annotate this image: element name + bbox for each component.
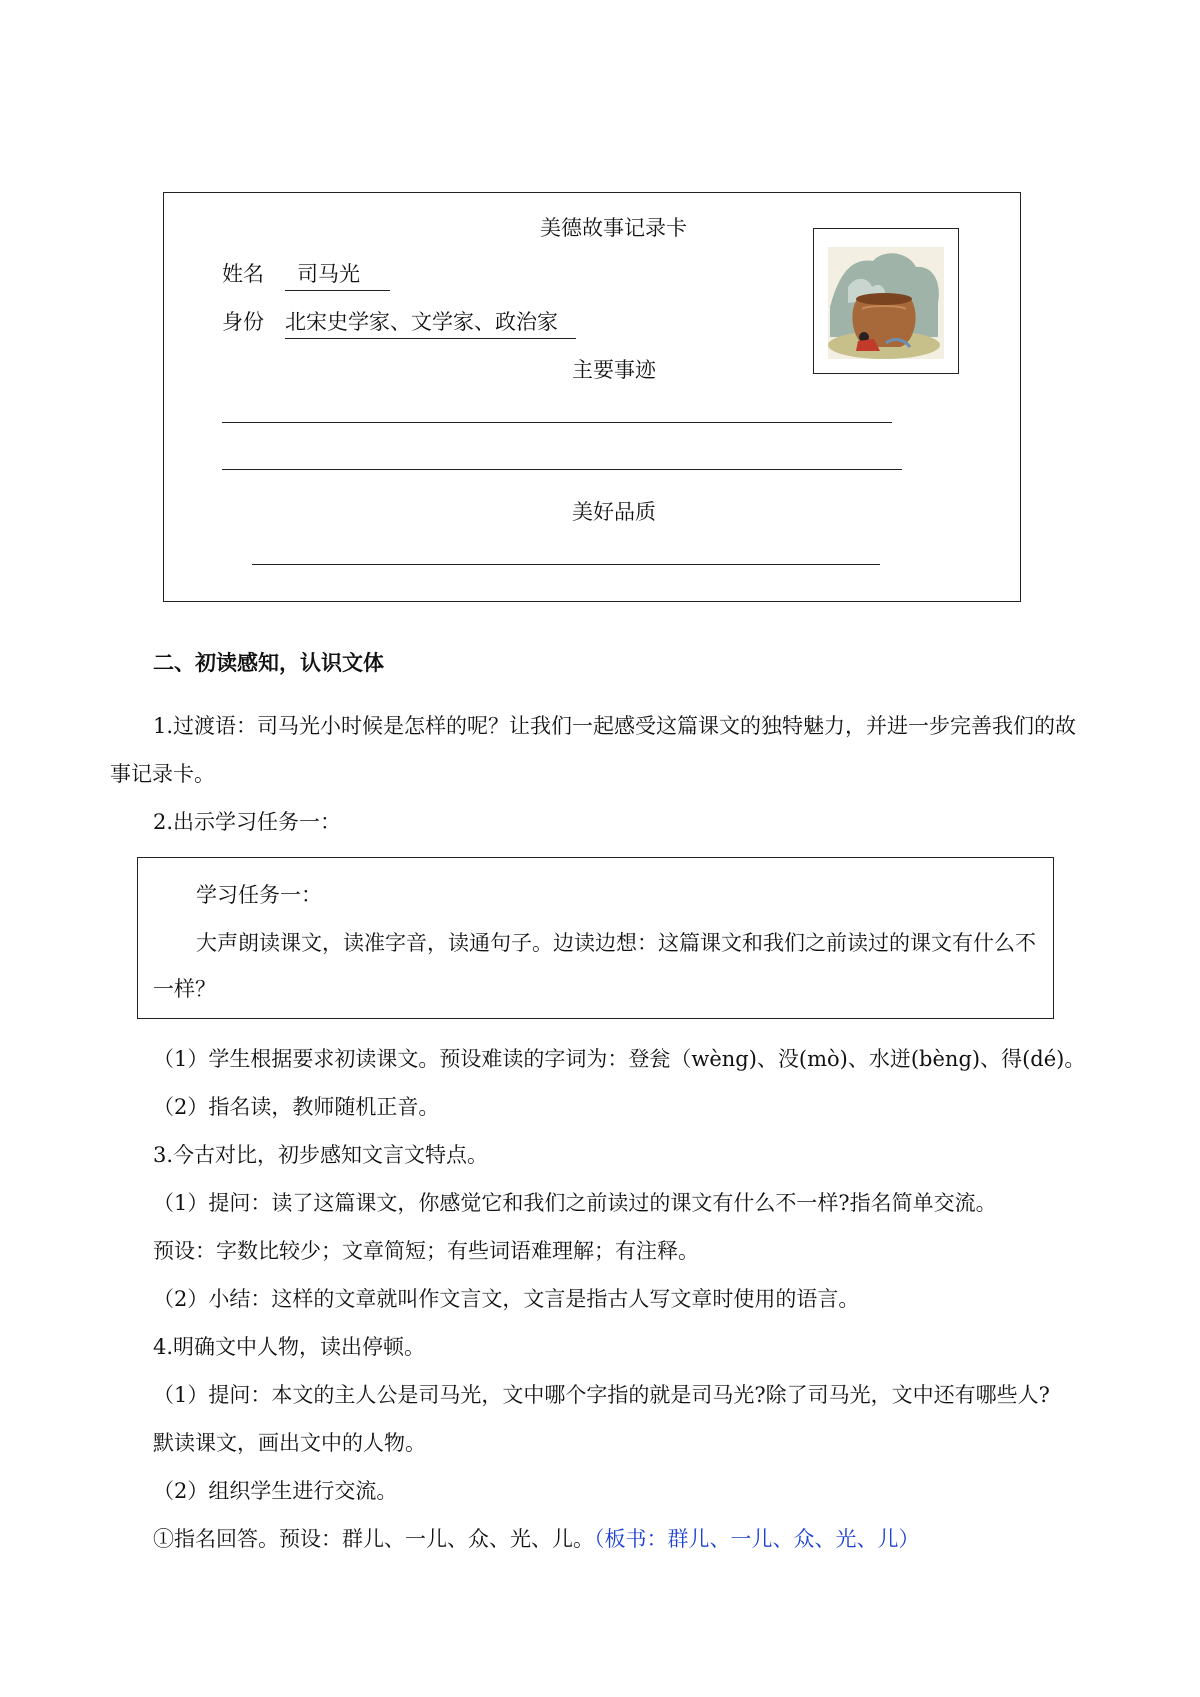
task-line-1: 大声朗读课文，读准字音，读通句子。边读边想：这篇课文和我们之前读过的课文有什么不 [196, 931, 1036, 955]
task-title: 学习任务一： [196, 883, 322, 907]
name-value: 司马光 [285, 258, 390, 291]
step-3-2: （2）小结：这样的文章就叫作文言文，文言是指古人写文章时使用的语言。 [153, 1287, 860, 1311]
paragraph-4: 4.明确文中人物，读出停顿。 [153, 1335, 426, 1359]
sima-guang-illustration-icon [828, 247, 944, 359]
portrait-frame [813, 228, 959, 374]
task-line-2: 一样？ [153, 977, 216, 1001]
quality-line [252, 564, 880, 565]
identity-label: 身份 [222, 310, 264, 334]
paragraph-2: 2.出示学习任务一： [153, 810, 342, 834]
name-label: 姓名 [222, 262, 264, 286]
step-3-1: （1）提问：读了这篇课文，你感觉它和我们之前读过的课文有什么不一样?指名简单交流。 [153, 1191, 997, 1215]
deeds-line-2 [222, 469, 902, 470]
step-4-answer [153, 1523, 920, 1553]
paragraph-1-line-1: 1.过渡语：司马光小时候是怎样的呢？让我们一起感受这篇课文的独特魅力，并进一步完善我们的故 [153, 714, 1077, 738]
step-4-2: （2）组织学生进行交流。 [153, 1479, 398, 1503]
step-1-2: （2）指名读，教师随机正音。 [153, 1095, 440, 1119]
deeds-heading: 主要事迹 [572, 358, 656, 382]
card-title: 美德故事记录卡 [540, 216, 687, 240]
step-3-preset: 预设：字数比较少；文章简短；有些词语难理解；有注释。 [153, 1239, 699, 1263]
step-4-1-line-2: 默读课文，画出文中的人物。 [153, 1431, 426, 1455]
step-1-1: （1）学生根据要求初读课文。预设难读的字词为：登瓮（wèng)、没(mò)、水迸(bèng)、得(dé)。 [153, 1047, 1086, 1071]
identity-value: 北宋史学家、文学家、政治家 [285, 306, 576, 339]
deeds-line-1 [222, 422, 892, 423]
quality-heading: 美好品质 [572, 500, 656, 524]
answer-text: ①指名回答。预设：群儿、一儿、众、光、儿。 [153, 1527, 594, 1551]
step-4-1-line-1: （1）提问：本文的主人公是司马光，文中哪个字指的就是司马光?除了司马光，文中还有哪些人? [153, 1383, 1050, 1407]
board-note: （板书：群儿、一儿、众、光、儿） [594, 1527, 920, 1551]
section-heading: 二、初读感知，认识文体 [153, 651, 384, 675]
paragraph-3: 3.今古对比，初步感知文言文特点。 [153, 1143, 489, 1167]
paragraph-1-line-2: 事记录卡。 [110, 762, 215, 786]
